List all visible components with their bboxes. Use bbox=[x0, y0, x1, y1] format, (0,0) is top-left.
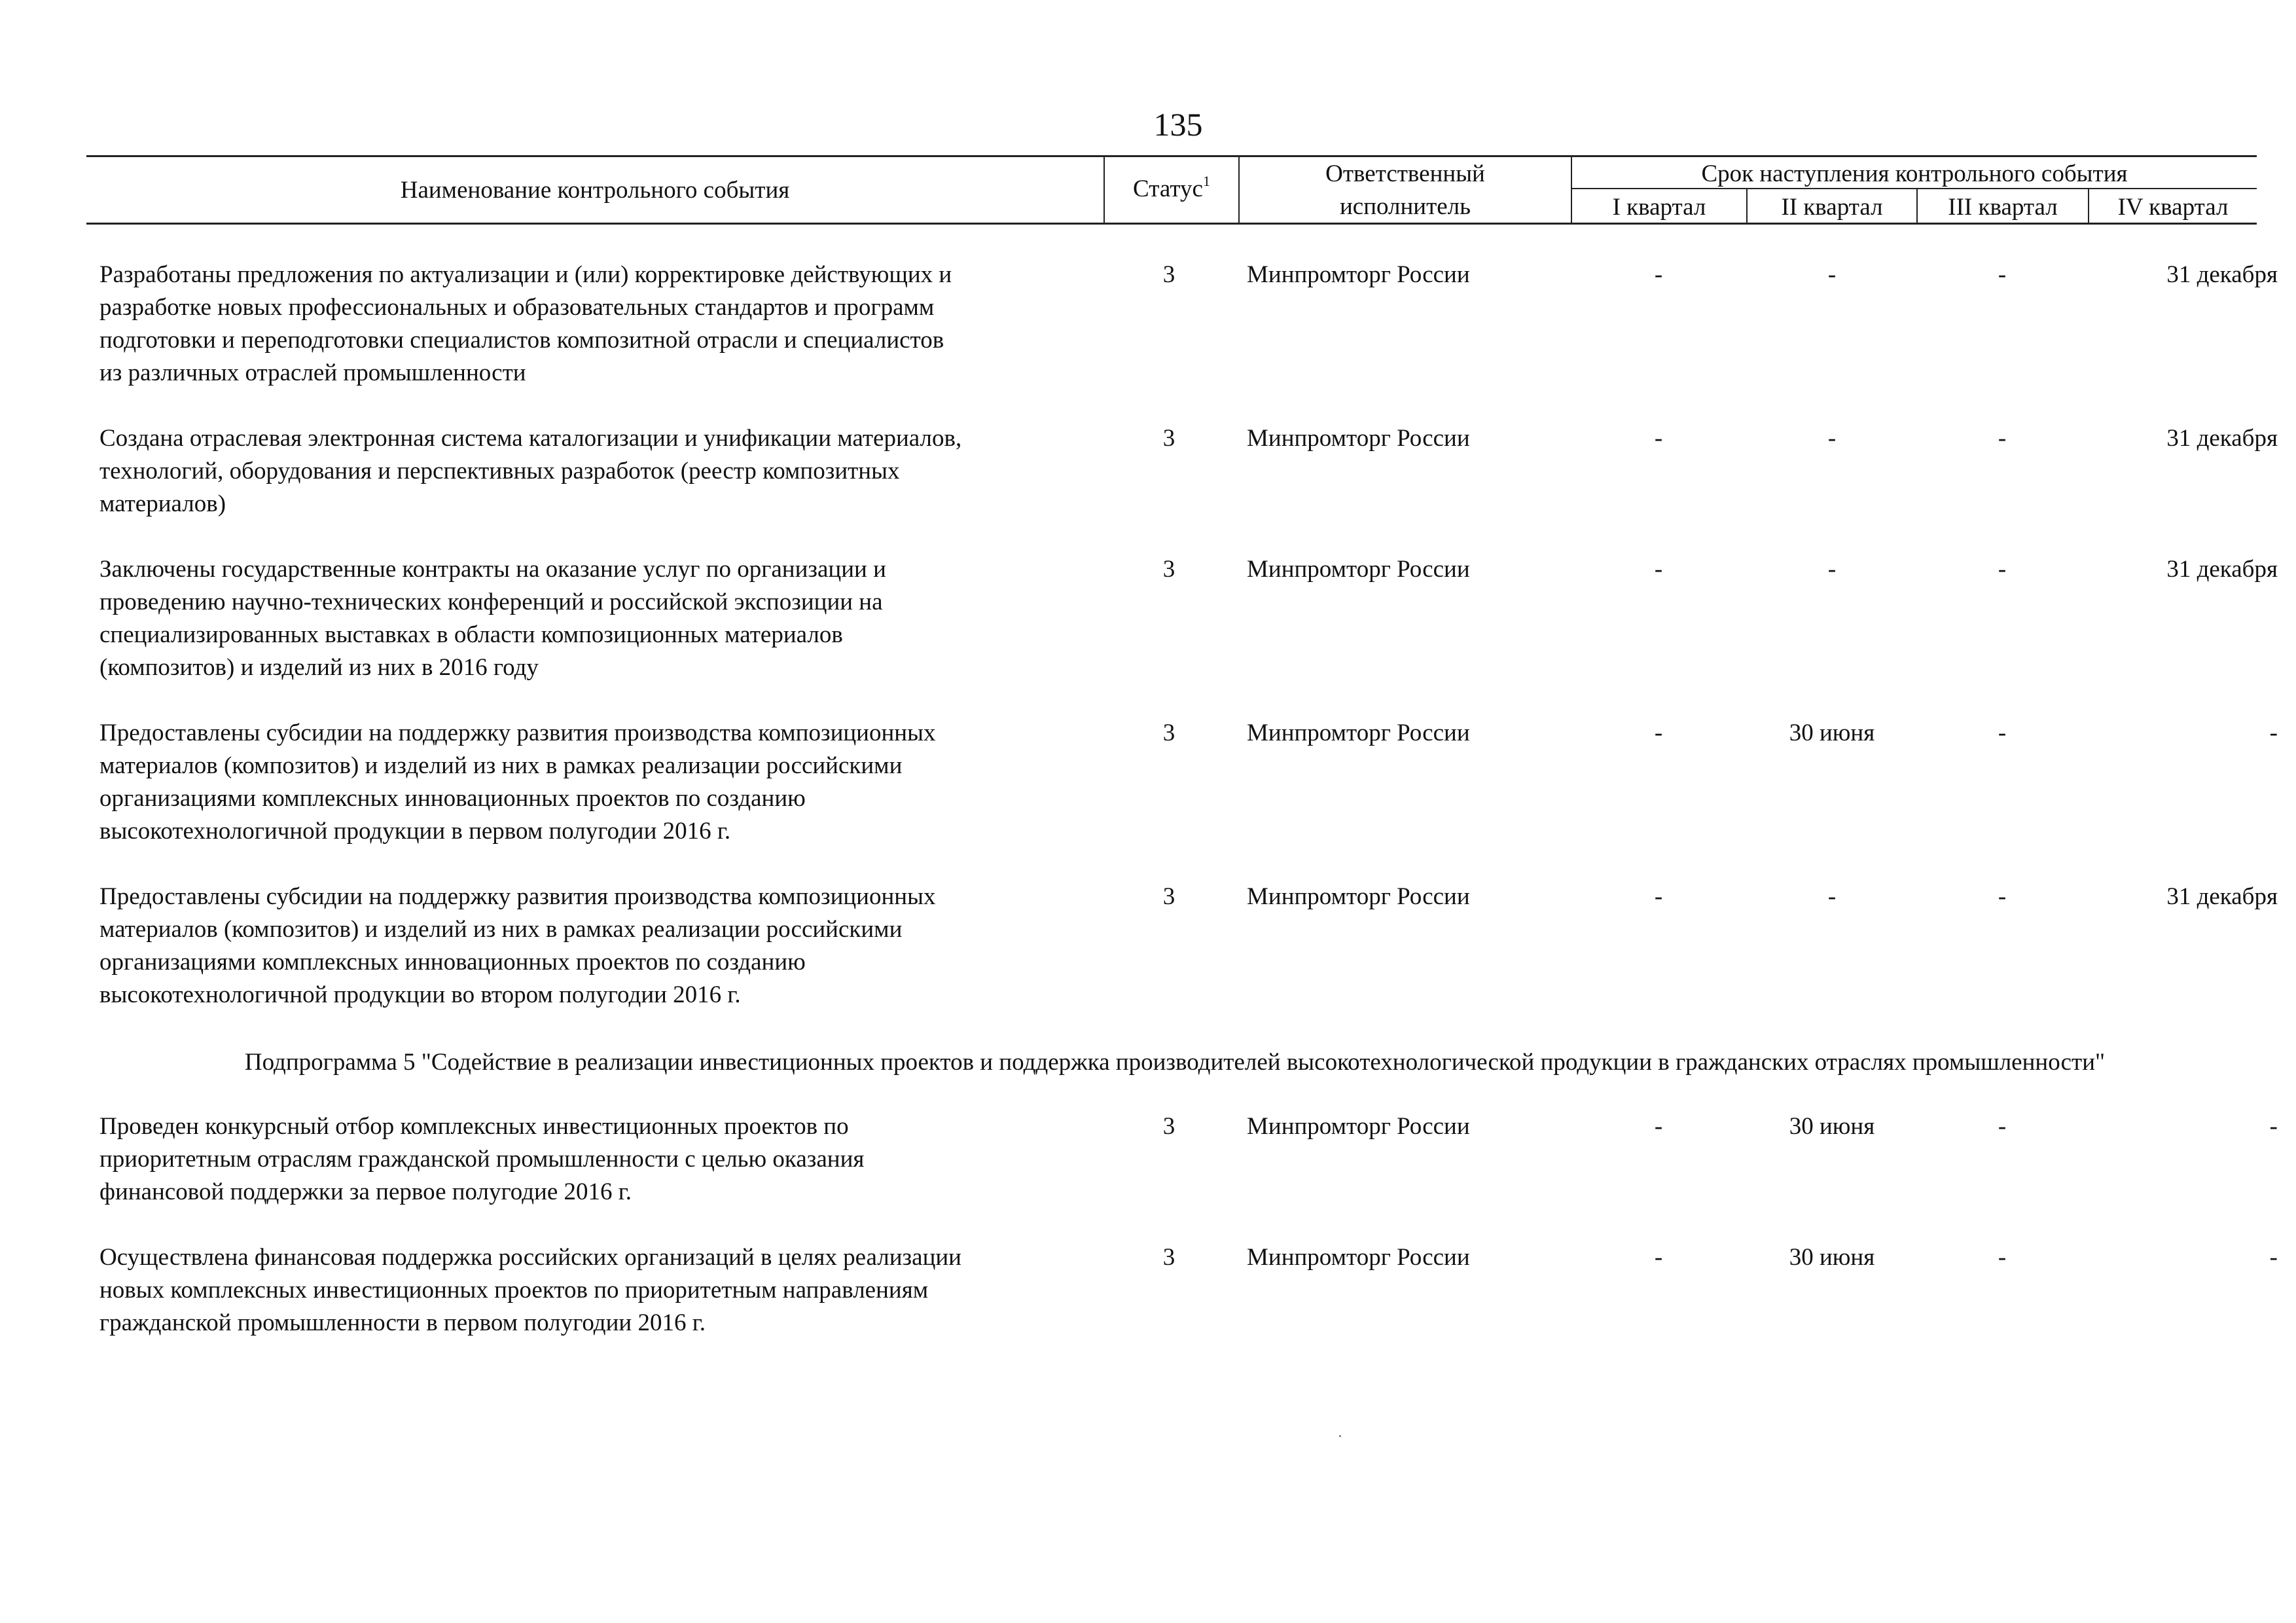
event-name-line: (композитов) и изделий из них в 2016 году bbox=[99, 654, 539, 681]
q2-value: 30 июня bbox=[1789, 720, 1875, 746]
status-value: 3 bbox=[1162, 720, 1175, 746]
q1-value: - bbox=[1654, 425, 1663, 452]
q3-value: - bbox=[1998, 1244, 2007, 1271]
event-name-line: материалов (композитов) и изделий из них в рамках реализации российскими bbox=[99, 916, 903, 943]
q1-value: - bbox=[1654, 1113, 1663, 1140]
event-name-line: Предоставлены субсидии на поддержку развития производства композиционных bbox=[99, 720, 936, 746]
event-name bbox=[99, 1110, 1121, 1209]
header-event-name: Наименование контрольного события bbox=[400, 177, 790, 204]
event-name-line: приоритетным отраслям гражданской промышленности с целью оказания bbox=[99, 1146, 865, 1173]
q4-value: - bbox=[2269, 1244, 2278, 1271]
q2-value: - bbox=[1827, 883, 1837, 910]
q3-value: - bbox=[1998, 720, 2007, 746]
q2-value: - bbox=[1827, 425, 1837, 452]
q1-value: - bbox=[1654, 883, 1663, 910]
q4-value: - bbox=[2269, 1113, 2278, 1140]
event-name-line: материалов) bbox=[99, 490, 226, 517]
event-name-line: специализированных выставках в области композиционных материалов bbox=[99, 621, 843, 648]
status-value: 3 bbox=[1162, 1244, 1175, 1271]
q3-value: - bbox=[1998, 1113, 2007, 1140]
event-name bbox=[99, 717, 1121, 848]
event-name-line: подготовки и переподготовки специалистов композитной отрасли и специалистов bbox=[99, 327, 944, 354]
event-name-line: Предоставлены субсидии на поддержку развития производства композиционных bbox=[99, 883, 936, 910]
event-name-line: высокотехнологичной продукции в первом полугодии 2016 г. bbox=[99, 818, 731, 845]
header-top-rule bbox=[86, 155, 2257, 157]
header-bottom-rule bbox=[86, 223, 2257, 225]
q4-value: 31 декабря bbox=[2166, 425, 2278, 452]
q2-value: - bbox=[1827, 261, 1837, 288]
status-value: 3 bbox=[1162, 883, 1175, 910]
q3-value: - bbox=[1998, 261, 2007, 288]
header-q1: I квартал bbox=[1612, 194, 1706, 221]
q1-value: - bbox=[1654, 556, 1663, 583]
event-name-line: из различных отраслей промышленности bbox=[99, 359, 526, 386]
event-name-line: Заключены государственные контракты на оказание услуг по организации и bbox=[99, 556, 886, 583]
status-value: 3 bbox=[1162, 425, 1175, 452]
event-name-line: организациями комплексных инновационных проектов по созданию bbox=[99, 949, 806, 976]
event-name-line: технологий, оборудования и перспективных разработок (реестр композитных bbox=[99, 458, 900, 484]
event-name-line: разработке новых профессиональных и образовательных стандартов и программ bbox=[99, 294, 935, 321]
q2-value: 30 июня bbox=[1789, 1113, 1875, 1140]
page-number: 135 bbox=[1153, 106, 1203, 143]
status-value: 3 bbox=[1162, 1113, 1175, 1140]
header-q4: IV квартал bbox=[2117, 194, 2229, 221]
event-name-line: высокотехнологичной продукции во втором полугодии 2016 г. bbox=[99, 981, 741, 1008]
event-name-line: новых комплексных инвестиционных проектов по приоритетным направлениям bbox=[99, 1277, 929, 1304]
responsible-value: Минпромторг России bbox=[1247, 1244, 1470, 1271]
event-name bbox=[99, 259, 1121, 390]
header-deadline-group: Срок наступления контрольного события bbox=[1701, 160, 2128, 187]
q1-value: - bbox=[1654, 1244, 1663, 1271]
header-status bbox=[1105, 174, 1238, 204]
responsible-value: Минпромторг России bbox=[1247, 425, 1470, 452]
q2-value: - bbox=[1827, 556, 1837, 583]
q4-value: 31 декабря bbox=[2166, 556, 2278, 583]
q3-value: - bbox=[1998, 556, 2007, 583]
event-name-line: Разработаны предложения по актуализации и (или) корректировке действующих и bbox=[99, 261, 952, 288]
q3-value: - bbox=[1998, 883, 2007, 910]
event-name-line: Проведен конкурсный отбор комплексных инвестиционных проектов по bbox=[99, 1113, 849, 1140]
event-name-line: гражданской промышленности в первом полугодии 2016 г. bbox=[99, 1309, 706, 1336]
event-name bbox=[99, 881, 1121, 1012]
scan-speck bbox=[1339, 1435, 1341, 1437]
responsible-value: Минпромторг России bbox=[1247, 720, 1470, 746]
q4-value: 31 декабря bbox=[2166, 883, 2278, 910]
event-name-line: Осуществлена финансовая поддержка российских организаций в целях реализации bbox=[99, 1244, 961, 1271]
q1-value: - bbox=[1654, 261, 1663, 288]
header-responsible-line2: исполнитель bbox=[1339, 193, 1471, 220]
event-name-line: проведению научно-технических конференций и российской экспозиции на bbox=[99, 589, 883, 615]
header-responsible-line1: Ответственный bbox=[1325, 160, 1485, 187]
event-name bbox=[99, 1241, 1121, 1340]
q4-value: 31 декабря bbox=[2166, 261, 2278, 288]
header-status-footnote: 1 bbox=[1202, 173, 1210, 189]
responsible-value: Минпромторг России bbox=[1247, 883, 1470, 910]
event-name bbox=[99, 553, 1121, 684]
q4-value: - bbox=[2269, 720, 2278, 746]
responsible-value: Минпромторг России bbox=[1247, 556, 1470, 583]
subprogram-heading: Подпрограмма 5 "Содействие в реализации инвестиционных проектов и поддержка производителей высокотехнологической продукции в гражданских отраслях промышленности" bbox=[244, 1049, 2106, 1076]
q3-value: - bbox=[1998, 425, 2007, 452]
event-name-line: организациями комплексных инновационных проектов по созданию bbox=[99, 785, 806, 812]
event-name-line: финансовой поддержки за первое полугодие 2016 г. bbox=[99, 1178, 632, 1205]
event-name bbox=[99, 422, 1121, 520]
responsible-value: Минпромторг России bbox=[1247, 261, 1470, 288]
q1-value: - bbox=[1654, 720, 1663, 746]
responsible-value: Минпромторг России bbox=[1247, 1113, 1470, 1140]
event-name-line: Создана отраслевая электронная система каталогизации и унификации материалов, bbox=[99, 425, 962, 452]
event-name-line: материалов (композитов) и изделий из них в рамках реализации российскими bbox=[99, 752, 903, 779]
status-value: 3 bbox=[1162, 556, 1175, 583]
q2-value: 30 июня bbox=[1789, 1244, 1875, 1271]
header-q3: III квартал bbox=[1948, 194, 2058, 221]
header-status-label: Статус bbox=[1133, 175, 1203, 202]
status-value: 3 bbox=[1162, 261, 1175, 288]
header-q2: II квартал bbox=[1781, 194, 1883, 221]
